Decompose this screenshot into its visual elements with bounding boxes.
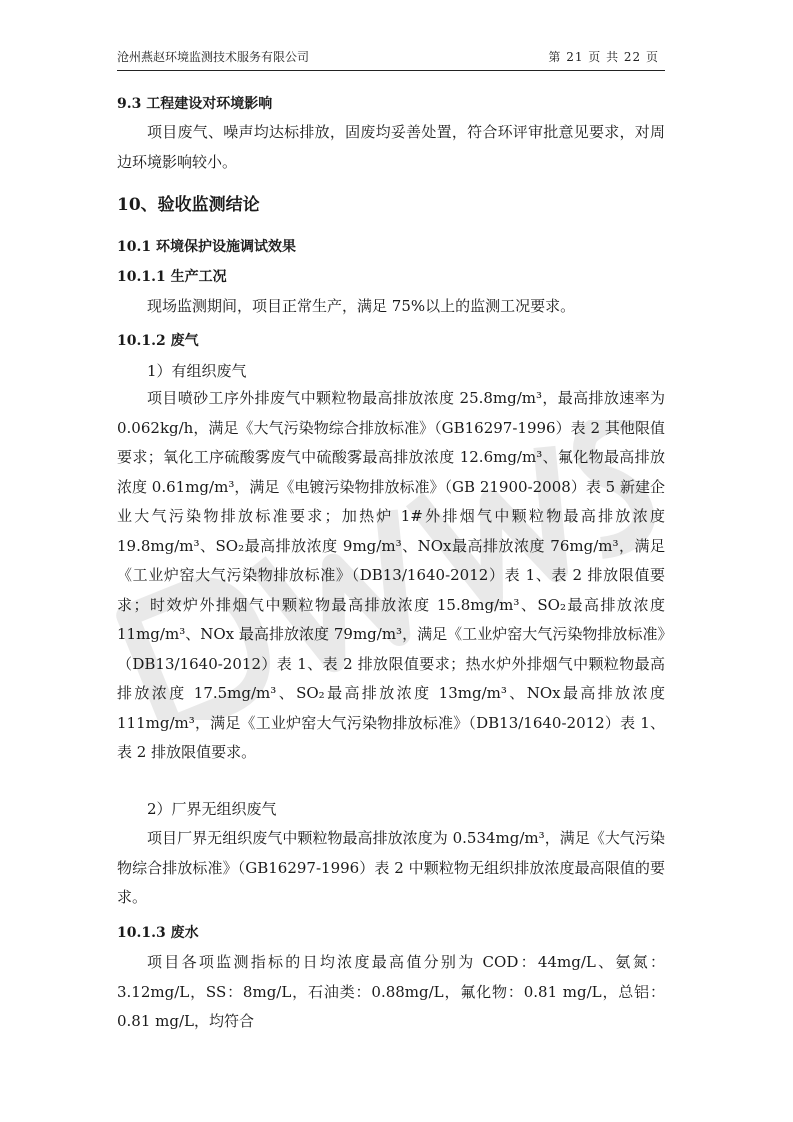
section-10-1-3-title: 10.1.3 废水 (117, 925, 199, 941)
section-10-1-title: 10.1 环境保护设施调试效果 (117, 239, 296, 255)
section-10-1-1-text: 现场监测期间，项目正常生产，满足 75%以上的监测工况要求。 (147, 297, 576, 315)
organized-gas-label: 1）有组织废气 (147, 362, 247, 380)
unorganized-gas-label: 2）厂界无组织废气 (147, 800, 277, 818)
organized-gas-text: 项目喷砂工序外排废气中颗粒物最高排放浓度 25.8mg/m³，最高排放速率为 0.062kg/h，满足《大气污染物综合排放标准》（GB16297-1996）表 2 其他限值要求；氧化工序硫酸雾废气中硫酸雾最高排放浓度 12.6mg/m³、氟化物最高排放浓度 0.61mg/m³，满足《电镀污染物排放标准》（GB 21900-2008）表 5 新建企业大气污染物排放标准要求；加热炉 1#外排烟气中颗粒物最高排放浓度 19.8mg/m³、SO₂最高排放浓度 9mg/m³、NOx最高排放浓度 76mg/m³，满足《工业炉窑大气污染物排放标准》（DB13/1640-2012）表 1、表 2 排放限值要求；时效炉外排烟气中颗粒物最高排放浓度 15.8mg/m³、SO₂最高排放浓度 11mg/m³、NOx 最高排放浓度 79mg/m³，满足《工业炉窑大气污染物排放标准》（DB13/1640-2012）表 1、表 2 排放限值要求；热水炉外排烟气中颗粒物最高排放浓度 17.5mg/m³、SO₂最高排放浓度 13mg/m³、NOx最高排放浓度 111mg/m³，满足《工业炉窑大气污染物排放标准》（DB13/1640-2012）表 1、表 2 排放限值要求。 (117, 389, 665, 761)
section-10-1-2-title: 10.1.2 废气 (117, 333, 199, 349)
unorganized-gas-text: 项目厂界无组织废气中颗粒物最高排放浓度为 0.534mg/m³，满足《大气污染物综合排放标准》（GB16297-1996）表 2 中颗粒物无组织排放浓度最高限值的要求。 (117, 829, 665, 906)
page-number: 第 21 页 共 22 页 (548, 50, 659, 64)
company-name: 沧州燕赵环境监测技术服务有限公司 (117, 50, 310, 64)
section-9-3-text: 项目废气、噪声均达标排放，固废均妥善处置，符合环评审批意见要求，对周边环境影响较小。 (117, 123, 665, 171)
wastewater-text: 项目各项监测指标的日均浓度最高值分别为 COD：44mg/L、氨氮：3.12mg/L，SS：8mg/L，石油类：0.88mg/L，氟化物：0.81 mg/L，总铝：0.81 mg/L，均符合 (117, 953, 665, 1030)
page-header (117, 44, 665, 71)
section-9-3-title: 9.3 工程建设对环境影响 (117, 96, 273, 112)
section-10-1-1-title: 10.1.1 生产工况 (117, 269, 227, 285)
section-10-title: 10、验收监测结论 (117, 195, 260, 215)
